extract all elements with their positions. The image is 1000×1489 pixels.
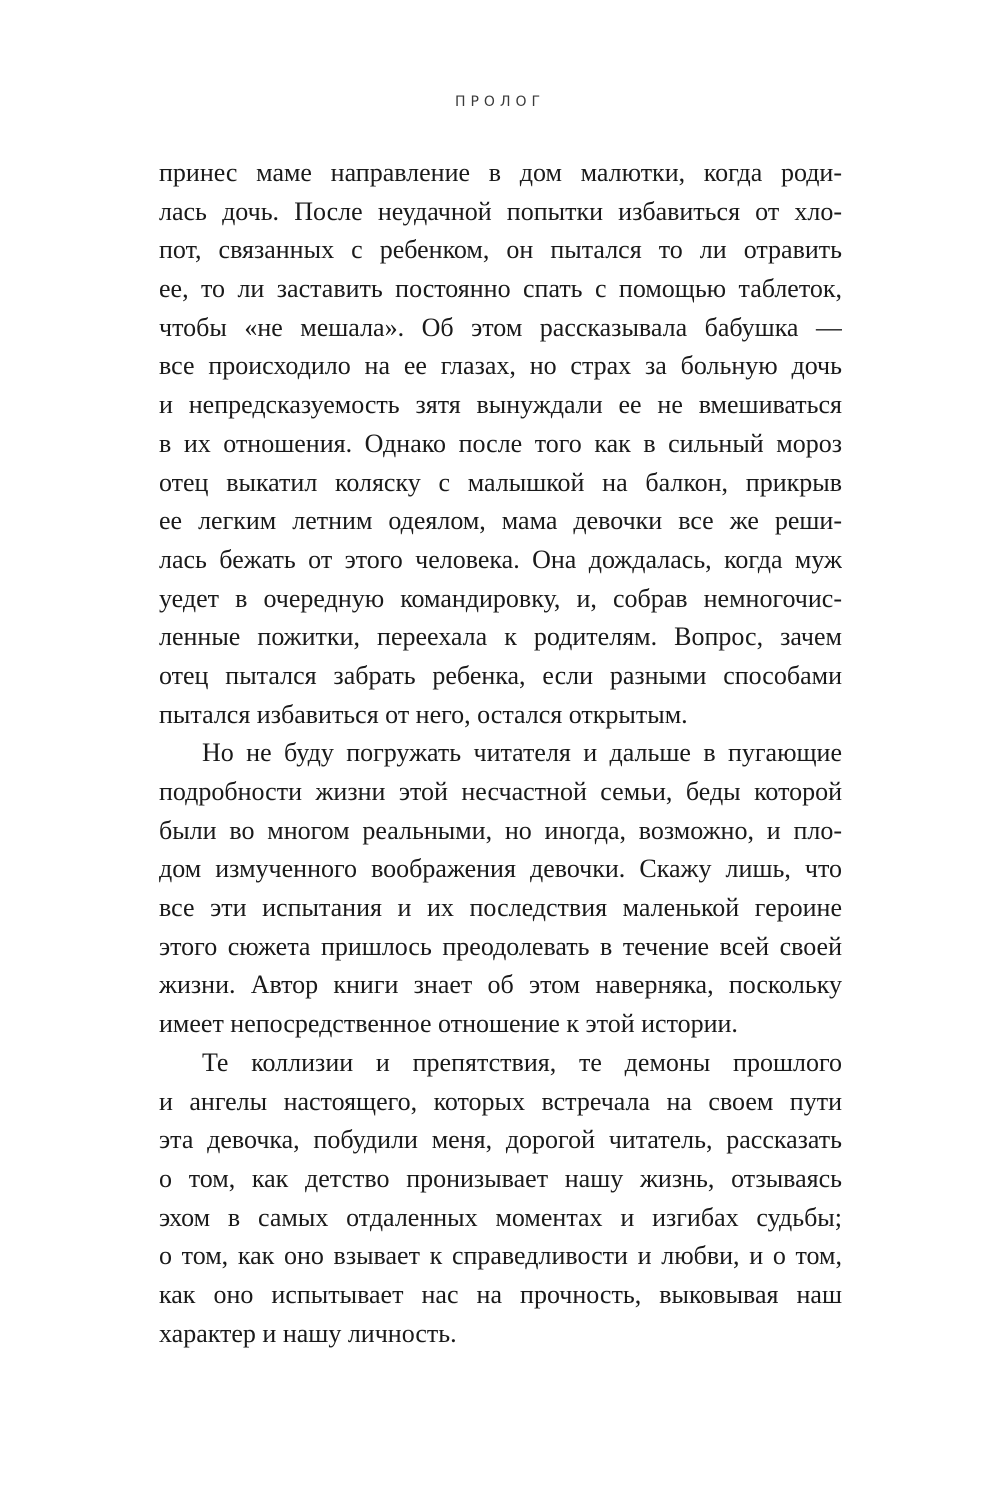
text-line: как оно испытывает нас на прочность, выковывая наш: [159, 1279, 842, 1309]
text-line: лась дочь. После неудачной попытки избавиться от хло-: [159, 196, 842, 226]
paragraph: [159, 1044, 842, 1354]
text-line: эхом в самых отдаленных моментах и изгибах судьбы;: [159, 1202, 842, 1232]
text-line: дом измученного воображения девочки. Скажу лишь, что: [159, 854, 842, 884]
text-line: чтобы «не мешала». Об этом рассказывала бабушка —: [159, 312, 842, 342]
text-line: и непредсказуемость зятя вынуждали ее не вмешиваться: [159, 390, 842, 420]
text-line: все происходило на ее глазах, но страх за больную дочь: [159, 351, 842, 381]
text-line: в их отношения. Однако после того как в сильный мороз: [159, 428, 842, 458]
text-line: ее, то ли заставить постоянно спать с помощью таблеток,: [159, 274, 842, 304]
text-line: отец пытался забрать ребенка, если разными способами: [159, 660, 842, 690]
text-line: пытался избавиться от него, остался открытым.: [159, 699, 688, 729]
running-head: ПРОЛОГ: [454, 94, 546, 110]
paragraph: [159, 734, 842, 1044]
text-line: подробности жизни этой несчастной семьи, беды которой: [159, 777, 842, 806]
text-line: и ангелы настоящего, которых встречала на своем пути: [159, 1086, 842, 1116]
text-line: ленные пожитки, переехала к родителям. Вопрос, зачем: [159, 622, 842, 652]
text-line: характер и нашу личность.: [159, 1318, 457, 1348]
text-line: все эти испытания и их последствия маленькой героине: [159, 893, 842, 923]
text-line: лась бежать от этого человека. Она дождалась, когда муж: [159, 544, 842, 574]
text-line: жизни. Автор книги знает об этом наверняка, поскольку: [159, 970, 842, 1000]
body-text: [159, 154, 842, 1353]
text-line: этого сюжета пришлось преодолевать в течение всей своей: [159, 931, 842, 961]
text-line: о том, как оно взывает к справедливости и любви, и о том,: [159, 1241, 842, 1271]
text-line: принес маме направление в дом малютки, когда роди-: [159, 158, 842, 187]
text-line: о том, как детство пронизывает нашу жизнь, отзываясь: [159, 1163, 842, 1193]
text-line: уедет в очередную командировку, и, собрав немногочис-: [159, 583, 842, 613]
text-line: были во многом реальными, но иногда, возможно, и пло-: [159, 815, 842, 845]
paragraph: [159, 154, 842, 734]
text-line: ее легким летним одеялом, мама девочки все же реши-: [159, 506, 842, 536]
text-line: пот, связанных с ребенком, он пытался то ли отравить: [159, 235, 842, 265]
text-line: имеет непосредственное отношение к этой истории.: [159, 1009, 738, 1039]
text-line: Но не буду погружать читателя и дальше в пугающие: [202, 738, 842, 768]
text-line: Те коллизии и препятствия, те демоны прошлого: [202, 1047, 842, 1077]
text-line: эта девочка, побудили меня, дорогой читатель, рассказать: [159, 1125, 842, 1155]
text-line: отец выкатил коляску с малышкой на балкон, прикрыв: [159, 467, 842, 497]
